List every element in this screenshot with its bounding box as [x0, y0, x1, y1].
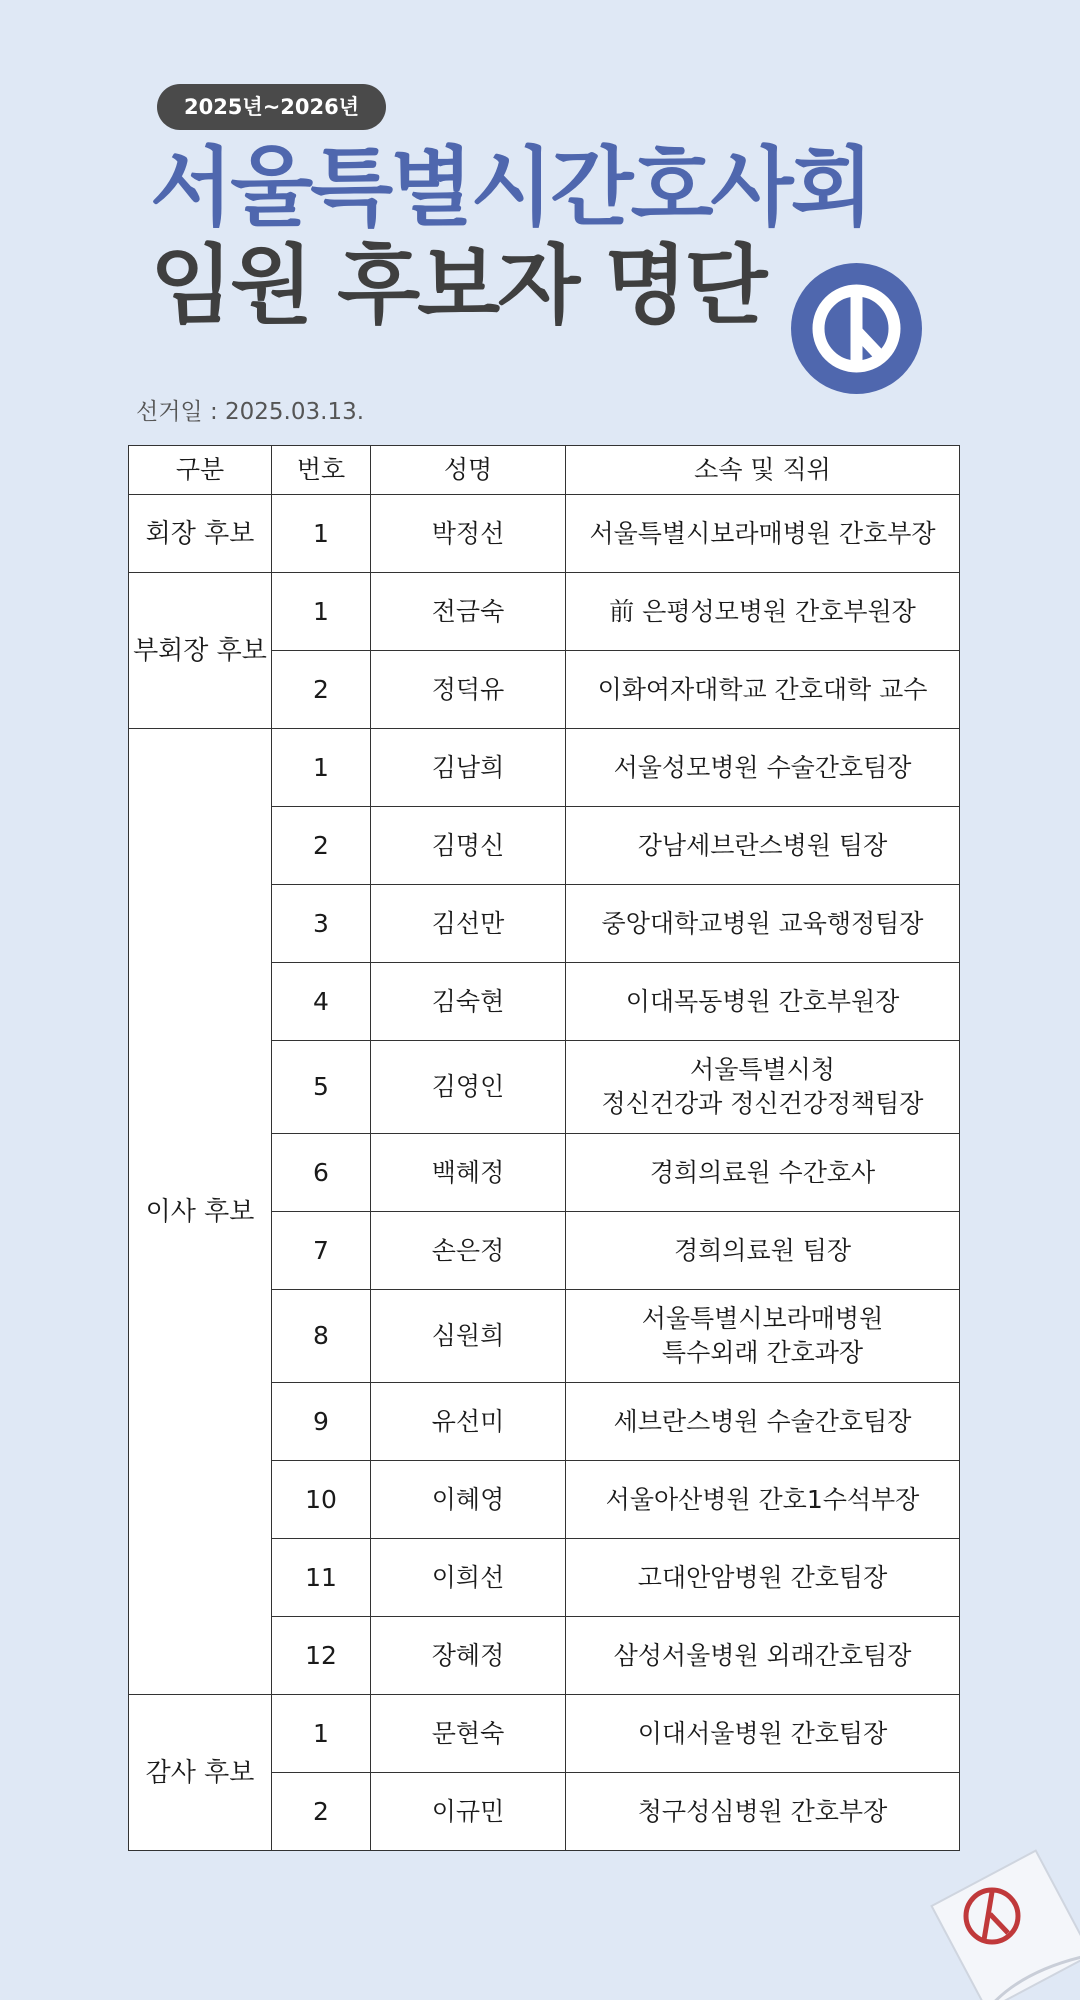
year-range-pill: 2025년~2026년: [157, 84, 386, 130]
candidate-name: 백혜정: [371, 1134, 566, 1212]
candidate-number: 2: [272, 651, 371, 729]
candidate-name: 전금숙: [371, 573, 566, 651]
column-header-category: 구분: [129, 446, 272, 495]
candidate-name: 이규민: [371, 1773, 566, 1851]
vote-mark-icon: [791, 263, 922, 394]
group-label-vice-president: 부회장 후보: [129, 573, 272, 729]
election-date: 선거일 : 2025.03.13.: [136, 399, 365, 425]
column-header-number: 번호: [272, 446, 371, 495]
candidate-affiliation: 세브란스병원 수술간호팀장: [566, 1383, 960, 1461]
affiliation-line: 정신건강과 정신건강정책팀장: [601, 1089, 924, 1118]
candidate-affiliation: 이대목동병원 간호부원장: [566, 963, 960, 1041]
affiliation-line: 서울특별시청: [690, 1055, 835, 1084]
group-label-president: 회장 후보: [129, 495, 272, 573]
candidate-number: 10: [272, 1461, 371, 1539]
candidate-affiliation: 삼성서울병원 외래간호팀장: [566, 1617, 960, 1695]
candidate-affiliation: 청구성심병원 간호부장: [566, 1773, 960, 1851]
table-row: [129, 495, 960, 573]
candidate-affiliation: 고대안암병원 간호팀장: [566, 1539, 960, 1617]
candidate-number: 1: [272, 573, 371, 651]
candidate-number: 9: [272, 1383, 371, 1461]
candidate-affiliation: 중앙대학교병원 교육행정팀장: [566, 885, 960, 963]
group-label-director: 이사 후보: [129, 729, 272, 1695]
candidate-number: 6: [272, 1134, 371, 1212]
candidate-affiliation: [566, 1290, 960, 1383]
table-row: [129, 729, 960, 807]
candidate-number: 2: [272, 1773, 371, 1851]
candidate-name: 김영인: [371, 1041, 566, 1134]
column-header-affiliation: 소속 및 직위: [566, 446, 960, 495]
candidate-name: 김선만: [371, 885, 566, 963]
table-row: [129, 573, 960, 651]
candidate-affiliation: 서울특별시보라매병원 간호부장: [566, 495, 960, 573]
affiliation-line: 특수외래 간호과장: [661, 1338, 864, 1367]
candidate-affiliation: 강남세브란스병원 팀장: [566, 807, 960, 885]
candidate-affiliation: [566, 1041, 960, 1134]
candidate-name: 유선미: [371, 1383, 566, 1461]
candidate-name: 이혜영: [371, 1461, 566, 1539]
candidate-number: 5: [272, 1041, 371, 1134]
candidate-affiliation: 서울아산병원 간호1수석부장: [566, 1461, 960, 1539]
page-title-list: 임원 후보자 명단: [150, 236, 765, 336]
candidate-name: 박정선: [371, 495, 566, 573]
candidate-name: 문현숙: [371, 1695, 566, 1773]
candidate-number: 11: [272, 1539, 371, 1617]
candidate-affiliation: 이대서울병원 간호팀장: [566, 1695, 960, 1773]
candidate-name: 정덕유: [371, 651, 566, 729]
candidate-name: 손은정: [371, 1212, 566, 1290]
candidate-number: 8: [272, 1290, 371, 1383]
table-header-row: [129, 446, 960, 495]
page-title-org: 서울특별시간호사회: [150, 138, 871, 238]
candidate-affiliation: 前 은평성모병원 간호부원장: [566, 573, 960, 651]
candidate-name: 이희선: [371, 1539, 566, 1617]
table-row: [129, 1695, 960, 1773]
candidate-affiliation: 이화여자대학교 간호대학 교수: [566, 651, 960, 729]
candidate-number: 12: [272, 1617, 371, 1695]
column-header-name: 성명: [371, 446, 566, 495]
candidate-number: 7: [272, 1212, 371, 1290]
candidate-affiliation: 서울성모병원 수술간호팀장: [566, 729, 960, 807]
candidate-number: 3: [272, 885, 371, 963]
candidate-affiliation: 경희의료원 팀장: [566, 1212, 960, 1290]
candidate-name: 김명신: [371, 807, 566, 885]
candidate-affiliation: 경희의료원 수간호사: [566, 1134, 960, 1212]
group-label-auditor: 감사 후보: [129, 1695, 272, 1851]
candidate-number: 1: [272, 729, 371, 807]
affiliation-line: 서울특별시보라매병원: [641, 1304, 884, 1333]
candidate-name: 장혜정: [371, 1617, 566, 1695]
candidate-number: 2: [272, 807, 371, 885]
candidate-name: 김남희: [371, 729, 566, 807]
candidate-table: [128, 445, 960, 1851]
candidate-name: 심원희: [371, 1290, 566, 1383]
candidate-number: 1: [272, 1695, 371, 1773]
ballot-paper-icon: [910, 1840, 1080, 2000]
candidate-number: 4: [272, 963, 371, 1041]
candidate-number: 1: [272, 495, 371, 573]
candidate-name: 김숙현: [371, 963, 566, 1041]
